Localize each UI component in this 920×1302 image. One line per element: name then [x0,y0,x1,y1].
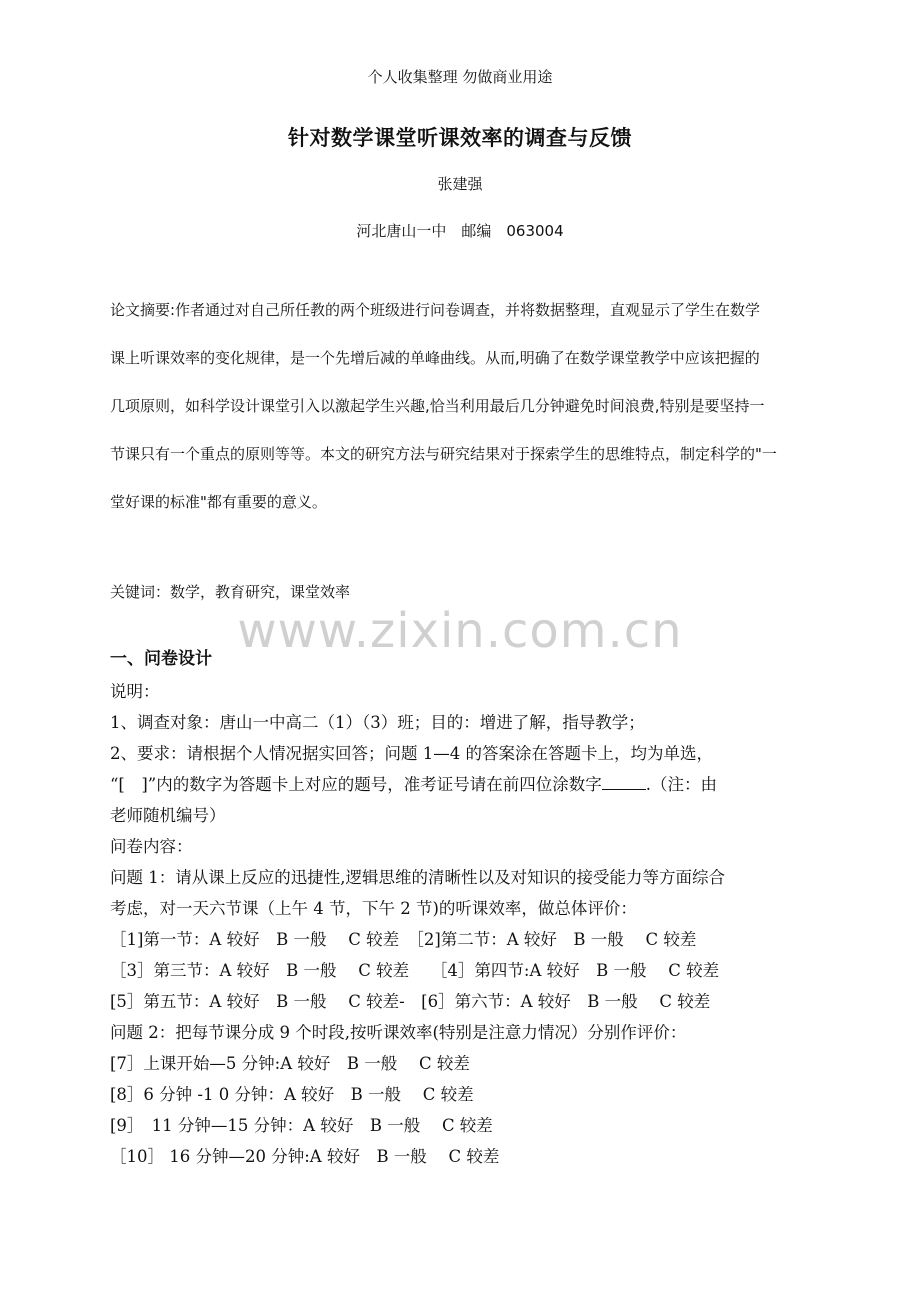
body-line: 问题 2：把每节课分成 9 个时段,按听课效率(特别是注意力情况）分别作评价： [110,1023,687,1042]
watermark: www.zixin.com.cn [237,603,683,659]
abstract-line: 几项原则，如科学设计课堂引入以激起学生兴趣,恰当利用最后几分钟避免时间浪费,特别是要坚持一 [110,397,765,415]
abstract-line: 节课只有一个重点的原则等等。本文的研究方法与研究结果对于探索学生的思维特点，制定科学的"一 [110,445,777,463]
body-line-part: “[ ]”内的数字为答题卡上对应的题号，准考证号请在前四位涂数字 [110,775,602,794]
body-line: [8］6 分钟 -1 0 分钟：A 较好 B 一般 C 较差 [110,1085,474,1104]
body-line: 老师随机编号） [110,806,226,825]
body-line: 问卷内容： [110,837,193,856]
body-line: ［1]第一节：A 较好 B 一般 C 较差 ［2]第二节：A 较好 B 一般 C 较差 [110,930,697,949]
abstract-paragraph [110,286,810,526]
body-line-part: .（注：由 [645,775,717,794]
questionnaire-body [110,676,830,1172]
author-name: 张建强 [437,175,483,193]
body-line: [9］ 11 分钟—15 分钟：A 较好 B 一般 C 较差 [110,1116,493,1135]
fill-blank [602,773,646,790]
keywords-line: 关键词：数学，教育研究，课堂效率 [110,583,351,601]
body-line: 说明： [110,682,160,701]
abstract-line: 堂好课的标准"都有重要的意义。 [110,493,327,511]
body-line: [5］第五节：A 较好 B 一般 C 较差- [6］第六节：A 较好 B 一般 C 较差 [110,992,711,1011]
body-line: 考虑，对一天六节课（上午 4 节，下午 2 节)的听课效率，做总体评价： [110,899,637,918]
abstract-line: 课上听课效率的变化规律，是一个先增后减的单峰曲线。从而,明确了在数学课堂教学中应该把握的 [110,349,760,367]
body-line: [7］上课开始—5 分钟:A 较好 B 一般 C 较差 [110,1054,470,1073]
body-line: ［3］第三节：A 较好 B 一般 C 较差 ［4］第四节:A 较好 B 一般 C 较差 [110,961,720,980]
body-line [110,769,830,800]
body-line: 1、调查对象：唐山一中高二（1）（3）班；目的：增进了解，指导教学； [110,713,645,732]
abstract-line: 论文摘要:作者通过对自己所任教的两个班级进行问卷调查，并将数据整理，直观显示了学生在数学 [110,301,761,319]
body-line: 问题 1：请从课上反应的迅捷性,逻辑思维的清晰性以及对知识的接受能力等方面综合 [110,868,725,887]
document-title: 针对数学课堂听课效率的调查与反馈 [288,126,632,150]
body-line: 2、要求：请根据个人情况据实回答；问题 1—4 的答案涂在答题卡上，均为单选， [110,744,713,763]
page-header-note: 个人收集整理 勿做商业用途 [367,68,553,86]
author-affiliation: 河北唐山一中 邮编 063004 [356,222,564,240]
section-heading: 一、问卷设计 [110,649,212,669]
body-line: ［10］ 16 分钟—20 分钟:A 较好 B 一般 C 较差 [110,1147,500,1166]
